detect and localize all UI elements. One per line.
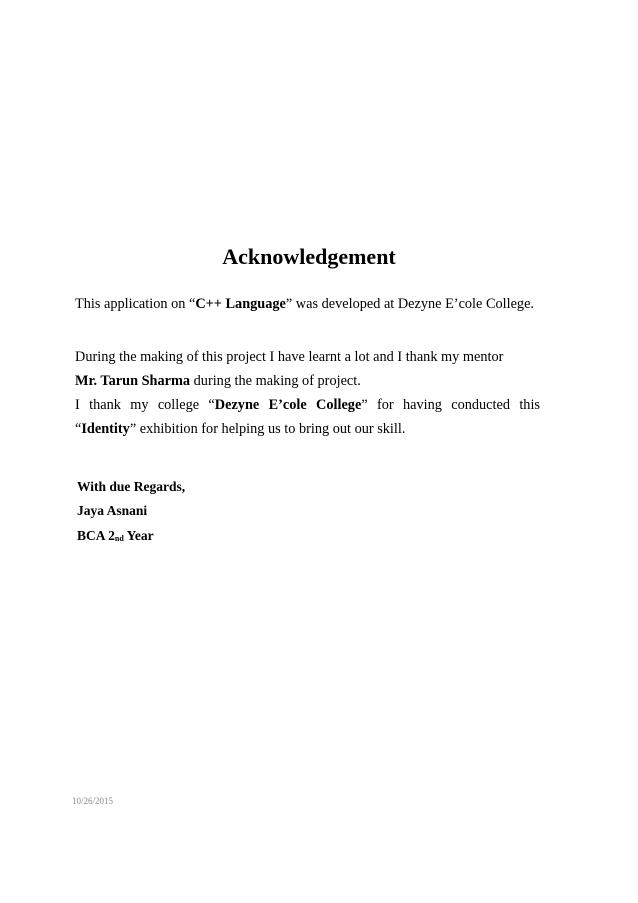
regards-line: With due Regards, xyxy=(77,479,186,494)
author-name: Jaya Asnani xyxy=(77,503,148,518)
paragraph-text: This application on “ xyxy=(75,296,196,312)
course-text: Year xyxy=(123,528,154,543)
paragraph-text: During the making of this project I have learnt a lot and I thank my mentor xyxy=(75,349,504,365)
page-title: Acknowledgement xyxy=(222,244,396,269)
paragraph-college xyxy=(75,393,540,441)
exhibition-name: Identity xyxy=(81,421,130,437)
course-text: BCA 2 xyxy=(77,528,115,543)
paragraph-mentor xyxy=(75,345,540,393)
course-year xyxy=(77,528,154,544)
paragraph-text: ” exhibition for helping us to bring out our skill. xyxy=(129,421,406,437)
paragraph-text: during the making of project. xyxy=(190,373,361,389)
ordinal-suffix: nd xyxy=(114,534,124,543)
paragraph-text: ” was developed at Dezyne E’cole College. xyxy=(285,296,534,312)
paragraph-text: I thank my college “ xyxy=(75,397,215,413)
college-name: Dezyne E’cole College xyxy=(214,397,362,413)
paragraph-text: ” for having conducted this “ xyxy=(75,397,540,437)
footer-date: 10/26/2015 xyxy=(72,796,114,806)
paragraph-application xyxy=(75,292,540,316)
mentor-name: Mr. Tarun Sharma xyxy=(75,373,191,389)
language-name: C++ Language xyxy=(195,296,286,312)
